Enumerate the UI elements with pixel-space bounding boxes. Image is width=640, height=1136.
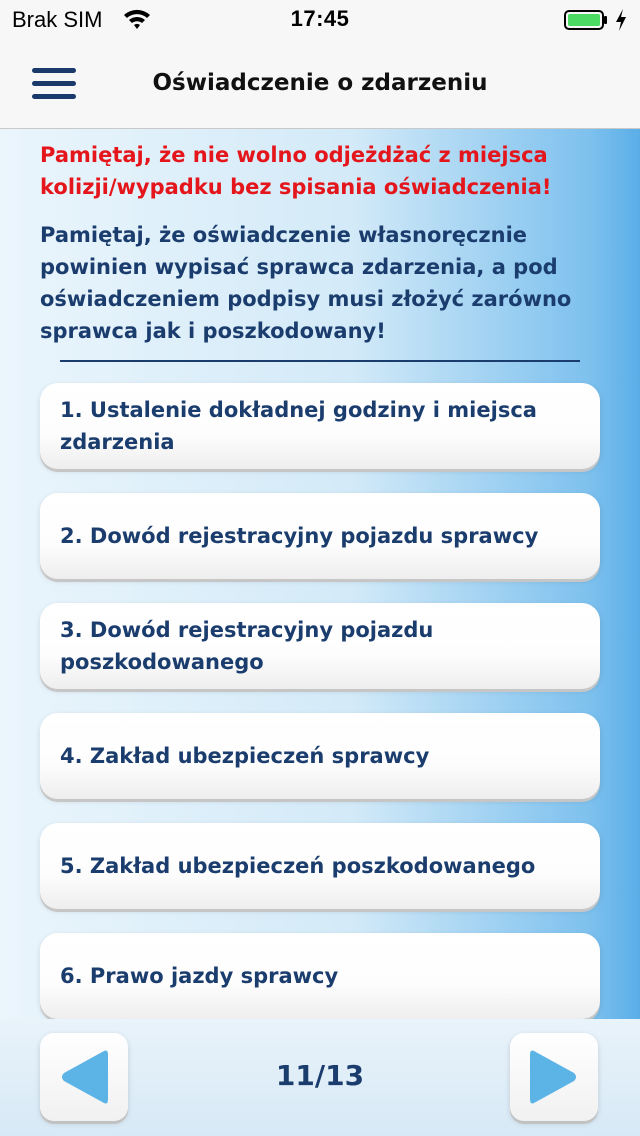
status-bar <box>0 0 640 40</box>
checklist-item-label: 3. Dowód rejestracyjny pojazdu poszkodowanego <box>60 618 434 674</box>
charging-bolt-icon <box>614 8 628 32</box>
checklist-item-label: 4. Zakład ubezpieczeń sprawcy <box>60 744 430 768</box>
divider <box>60 360 580 362</box>
arrow-right-icon <box>528 1047 580 1107</box>
next-page-button[interactable] <box>510 1033 598 1121</box>
carrier-label: Brak SIM <box>12 7 103 32</box>
battery-icon <box>564 10 608 30</box>
checklist-item-label: 2. Dowód rejestracyjny pojazdu sprawcy <box>60 524 539 548</box>
navigation-bar <box>0 40 640 129</box>
checklist-item-label: 5. Zakład ubezpieczeń poszkodowanego <box>60 854 536 878</box>
checklist-item-label: 1. Ustalenie dokładnej godziny i miejsca zdarzenia <box>60 398 537 454</box>
checklist-item-2[interactable] <box>40 493 600 579</box>
checklist-item-4[interactable] <box>40 713 600 799</box>
main-content[interactable] <box>0 129 640 1019</box>
checklist-item-3[interactable] <box>40 603 600 689</box>
pagination-footer <box>0 1019 640 1136</box>
checklist-item-6[interactable] <box>40 933 600 1019</box>
page-title: Oświadczenie o zdarzeniu <box>152 70 488 96</box>
warning-text: Pamiętaj, że nie wolno odjeżdżać z miejsca kolizji/wypadku bez spisania oświadczenia! <box>40 143 552 199</box>
checklist-item-label: 6. Prawo jazdy sprawcy <box>60 964 339 988</box>
checklist-item-5[interactable] <box>40 823 600 909</box>
checklist-item-1[interactable] <box>40 383 600 469</box>
instruction-text: Pamiętaj, że oświadczenie własnoręcznie powinien wypisać sprawca zdarzenia, a pod oświadczeniem podpisy musi złożyć zarówno sprawca jak i poszkodowany! <box>40 223 572 343</box>
status-time: 17:45 <box>290 6 350 31</box>
page-counter: 11/13 <box>275 1059 365 1092</box>
